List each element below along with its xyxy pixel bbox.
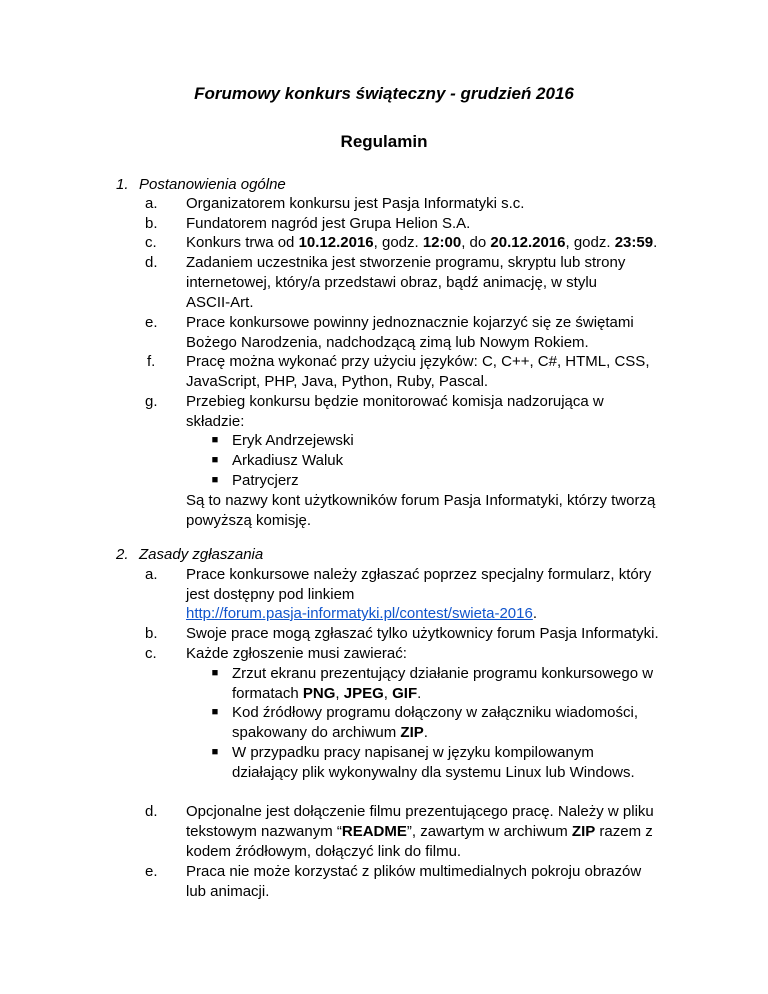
start-date: 10.12.2016	[298, 234, 374, 251]
section-1-item-c: Konkurs trwa od 10.12.2016, godz. 12:00, do 20.12.2016, godz. 23:59.	[186, 234, 658, 251]
bullet-icon: ■	[211, 746, 219, 758]
committee-note-line2: powyższą komisję.	[186, 512, 312, 529]
section-2-item-d-line1: Opcjonalne jest dołączenie filmu prezentującego pracę. Należy w pliku	[186, 803, 654, 820]
list-marker: b.	[145, 625, 158, 642]
bullet-icon: ■	[211, 706, 219, 718]
requirement-screenshot-line1: Zrzut ekranu prezentujący działanie programu konkursowego w	[232, 665, 654, 682]
section-2-item-e-line2: lub animacji.	[186, 883, 270, 900]
list-marker: a.	[145, 566, 158, 583]
section-2-number: 2.	[116, 546, 129, 563]
list-marker: d.	[145, 254, 158, 271]
requirement-screenshot-line2: formatach PNG, JPEG, GIF.	[232, 685, 422, 702]
list-marker: e.	[145, 314, 158, 331]
section-2-item-d-line2: tekstowym nazwanym “README”, zawartym w archiwum ZIP razem z	[186, 823, 653, 840]
end-time: 23:59	[614, 234, 654, 251]
list-marker: a.	[145, 195, 158, 212]
document-title: Forumowy konkurs świąteczny - grudzień 2016	[194, 84, 574, 103]
end-date: 20.12.2016	[490, 234, 566, 251]
section-1-item-d-line2: internetowej, który/a przedstawi obraz, bądź animację, w stylu	[186, 274, 598, 291]
section-1-number: 1.	[116, 176, 129, 193]
section-2-item-a-line1: Prace konkursowe należy zgłaszać poprzez specjalny formularz, który	[186, 566, 652, 583]
list-marker: c.	[145, 645, 157, 662]
bullet-icon: ■	[211, 434, 219, 446]
committee-member: Patrycjerz	[232, 472, 299, 489]
start-time: 12:00	[422, 234, 462, 251]
bullet-icon: ■	[211, 667, 219, 679]
section-1-item-d-line3: ASCII-Art.	[186, 294, 254, 311]
bullet-icon: ■	[211, 474, 219, 486]
bullet-icon: ■	[211, 454, 219, 466]
list-marker: e.	[145, 863, 158, 880]
section-1-item-f-line1: Pracę można wykonać przy użyciu języków: C, C++, C#, HTML, CSS,	[186, 353, 650, 370]
section-2-heading: Zasady zgłaszania	[139, 546, 264, 563]
list-marker: c.	[145, 234, 157, 251]
section-2-item-d-line3: kodem źródłowym, dołączyć link do filmu.	[186, 843, 462, 860]
committee-member: Eryk Andrzejewski	[232, 432, 354, 449]
requirement-source-line2: spakowany do archiwum ZIP.	[232, 724, 428, 741]
section-1-item-b: Fundatorem nagród jest Grupa Helion S.A.	[186, 215, 471, 232]
section-1-item-g-line1: Przebieg konkursu będzie monitorować komisja nadzorująca w	[186, 393, 604, 410]
section-1-item-g-line2: składzie:	[186, 413, 245, 430]
section-2-item-a-line3: http://forum.pasja-informatyki.pl/contest/swieta-2016.	[186, 605, 537, 622]
section-2-item-b: Swoje prace mogą zgłaszać tylko użytkownicy forum Pasja Informatyki.	[186, 625, 659, 642]
list-marker: d.	[145, 803, 158, 820]
committee-note-line1: Są to nazwy kont użytkowników forum Pasja Informatyki, którzy tworzą	[186, 492, 656, 509]
committee-member: Arkadiusz Waluk	[232, 452, 344, 469]
section-2-item-a-line2: jest dostępny pod linkiem	[186, 586, 355, 603]
section-1-item-f-line2: JavaScript, PHP, Java, Python, Ruby, Pascal.	[186, 373, 489, 390]
contest-form-link[interactable]: http://forum.pasja-informatyki.pl/contest/swieta-2016	[186, 605, 533, 622]
requirement-binary-line1: W przypadku pracy napisanej w języku kompilowanym	[232, 744, 594, 761]
document-subtitle: Regulamin	[340, 132, 428, 151]
requirement-source-line1: Kod źródłowy programu dołączony w załączniku wiadomości,	[232, 704, 639, 721]
section-2-item-e-line1: Praca nie może korzystać z plików multimedialnych pokroju obrazów	[186, 863, 642, 880]
list-marker: b.	[145, 215, 158, 232]
list-marker: f.	[147, 353, 156, 370]
list-marker: g.	[145, 393, 158, 410]
section-1-item-a: Organizatorem konkursu jest Pasja Informatyki s.c.	[186, 195, 525, 212]
requirement-binary-line2: działający plik wykonywalny dla systemu Linux lub Windows.	[232, 764, 635, 781]
section-1-item-d-line1: Zadaniem uczestnika jest stworzenie programu, skryptu lub strony	[186, 254, 626, 271]
section-1-heading: Postanowienia ogólne	[139, 176, 286, 193]
section-1-item-e-line1: Prace konkursowe powinny jednoznacznie kojarzyć się ze świętami	[186, 314, 634, 331]
section-2-item-c: Każde zgłoszenie musi zawierać:	[186, 645, 407, 662]
section-1-item-e-line2: Bożego Narodzenia, nadchodzącą zimą lub Nowym Rokiem.	[186, 334, 589, 351]
